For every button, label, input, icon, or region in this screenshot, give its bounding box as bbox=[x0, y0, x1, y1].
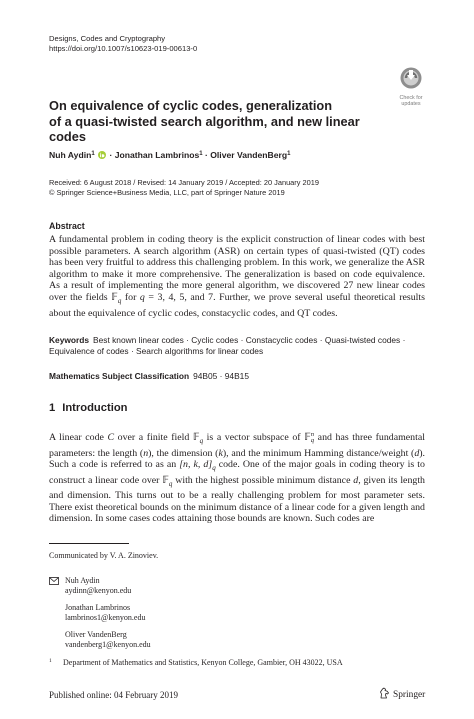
variable-q: q bbox=[139, 291, 145, 303]
copyright-line: © Springer Science+Business Media, LLC, part of Springer Nature 2019 bbox=[49, 188, 285, 197]
section-title: Introduction bbox=[62, 402, 128, 414]
title-line1: On equivalence of cyclic codes, generalization bbox=[49, 98, 333, 113]
author-affiliation-mark: 1 bbox=[287, 151, 291, 157]
section-number: 1 bbox=[49, 402, 56, 414]
msc-codes: 94B05 · 94B15 bbox=[193, 371, 249, 381]
intro-text: and has three fundamental parameters: the length ( bbox=[49, 432, 425, 459]
contact-email[interactable]: lambrinos1@kenyon.edu bbox=[65, 613, 146, 623]
intro-text: ), and the minimum Hamming distance/weight ( bbox=[222, 447, 415, 459]
abstract-heading: Abstract bbox=[49, 221, 85, 231]
contact-entry bbox=[65, 603, 145, 624]
author-separator: · bbox=[109, 150, 113, 160]
abstract-text: = 3, 4, 5, and 7. Further, we prove several useful theoretical results about the equivalence of cyclic codes, constacyclic codes, and QT codes. bbox=[49, 291, 425, 319]
publisher-name: Springer bbox=[393, 690, 426, 700]
contact-name: Nuh Aydin bbox=[65, 576, 100, 585]
intro-text: , given its length and dimension. This turns out to be a really challenging problem for most parameter sets. There exist theoretical bounds on the minimum distance of a linear code for a given length and dimension. In some cases codes attaining those bounds are known. Such codes are bbox=[49, 474, 425, 525]
contact-entry bbox=[65, 630, 151, 651]
abstract-text: for bbox=[121, 291, 140, 303]
footnote-rule bbox=[49, 543, 129, 544]
check-for-updates-badge[interactable] bbox=[394, 66, 428, 107]
field-subscript: q bbox=[117, 296, 122, 305]
badge-line1: Check for bbox=[399, 95, 423, 101]
badge-line2: updates bbox=[401, 101, 421, 107]
intro-text: is a vector subspace of bbox=[203, 432, 305, 443]
author-affiliation-mark: 1 bbox=[91, 151, 95, 157]
communicated-by: Communicated by V. A. Zinoviev. bbox=[49, 551, 159, 560]
field-subscript: q bbox=[168, 479, 173, 488]
abstract-body bbox=[49, 234, 425, 319]
contact-name: Jonathan Lambrinos bbox=[65, 603, 131, 612]
power-n: n bbox=[310, 431, 315, 438]
subject-classification bbox=[49, 371, 249, 381]
article-title bbox=[49, 98, 389, 145]
author-list bbox=[49, 150, 290, 160]
variable-k: k bbox=[218, 447, 223, 459]
author-separator: · bbox=[204, 150, 208, 160]
section-heading-introduction bbox=[49, 402, 127, 414]
intro-text: ). Such a code is referred to as an bbox=[49, 447, 426, 471]
contact-email[interactable]: aydinn@kenyon.edu bbox=[65, 586, 132, 596]
author-affiliation-mark: 1 bbox=[199, 151, 203, 157]
author-name[interactable]: Jonathan Lambrinos bbox=[114, 150, 200, 160]
published-online: Published online: 04 February 2019 bbox=[49, 690, 178, 700]
springer-horse-icon bbox=[379, 687, 390, 699]
keywords-label: Keywords bbox=[49, 335, 90, 345]
history-dates: Received: 6 August 2018 / Revised: 14 January 2019 / Accepted: 20 January 2019 bbox=[49, 178, 319, 187]
orcid-icon[interactable] bbox=[98, 151, 106, 159]
title-line2: of a quasi-twisted search algorithm, and new linear codes bbox=[49, 113, 360, 144]
publisher-logo[interactable] bbox=[379, 687, 425, 700]
intro-text: ), the dimension ( bbox=[148, 447, 219, 459]
contact-entry bbox=[65, 576, 131, 597]
author-name[interactable]: Nuh Aydin bbox=[49, 150, 92, 160]
affiliation bbox=[49, 658, 343, 667]
contact-name: Oliver VandenBerg bbox=[65, 630, 127, 639]
journal-name: Designs, Codes and Cryptography bbox=[49, 34, 166, 43]
field-symbol: 𝔽 bbox=[304, 432, 311, 443]
keywords-text: Best known linear codes · Cyclic codes · Constacyclic codes · Quasi-twisted codes · Equivalence of codes · Search algorithms for linear codes bbox=[49, 335, 406, 357]
variable-d: d bbox=[414, 447, 420, 459]
article-dates bbox=[49, 178, 319, 198]
journal-doi[interactable]: https://doi.org/10.1007/s10623-019-00613-0 bbox=[49, 44, 198, 53]
intro-text: code. One of the major goals in coding theory is to construct a linear code over bbox=[49, 459, 425, 486]
envelope-icon bbox=[49, 577, 59, 585]
check-for-updates-icon bbox=[394, 66, 428, 90]
intro-text: over a finite field bbox=[114, 432, 193, 443]
field-subscript: q bbox=[199, 436, 204, 445]
affiliation-mark: 1 bbox=[49, 658, 52, 664]
variable-d: d bbox=[353, 474, 359, 486]
field-symbol: 𝔽 bbox=[111, 291, 118, 303]
abstract-text: A fundamental problem in coding theory is the explicit construction of linear codes with best possible parameters. A search algorithm (ASR) on certain types of quasi-twisted (QT) codes has been very fruitful to address this challenging problem. In this work, we generalize the ASR algorithm to make it more comprehensive. The generalization is based on code equivalence. As a result of implementing the more general algorithm, we discovered 27 new linear codes over the fields bbox=[49, 234, 425, 303]
power-q: q bbox=[310, 437, 315, 444]
contact-email[interactable]: vandenberg1@kenyon.edu bbox=[65, 640, 151, 650]
intro-text: A linear code bbox=[49, 432, 108, 443]
field-symbol: 𝔽 bbox=[162, 474, 169, 486]
field-subscript: q bbox=[212, 464, 216, 473]
msc-label: Mathematics Subject Classification bbox=[49, 371, 190, 381]
introduction-body bbox=[49, 432, 425, 525]
variable-n: n bbox=[143, 447, 149, 459]
affiliation-text: Department of Mathematics and Statistics, Kenyon College, Gambier, OH 43022, USA bbox=[63, 658, 343, 667]
variable-C: C bbox=[107, 432, 115, 443]
journal-header bbox=[49, 34, 197, 54]
intro-text: with the highest possible minimum distance bbox=[172, 474, 354, 486]
author-name[interactable]: Oliver VandenBerg bbox=[210, 150, 288, 160]
keywords bbox=[49, 335, 425, 357]
code-parameters: [n, k, d] bbox=[179, 459, 213, 471]
field-symbol: 𝔽 bbox=[192, 432, 200, 443]
